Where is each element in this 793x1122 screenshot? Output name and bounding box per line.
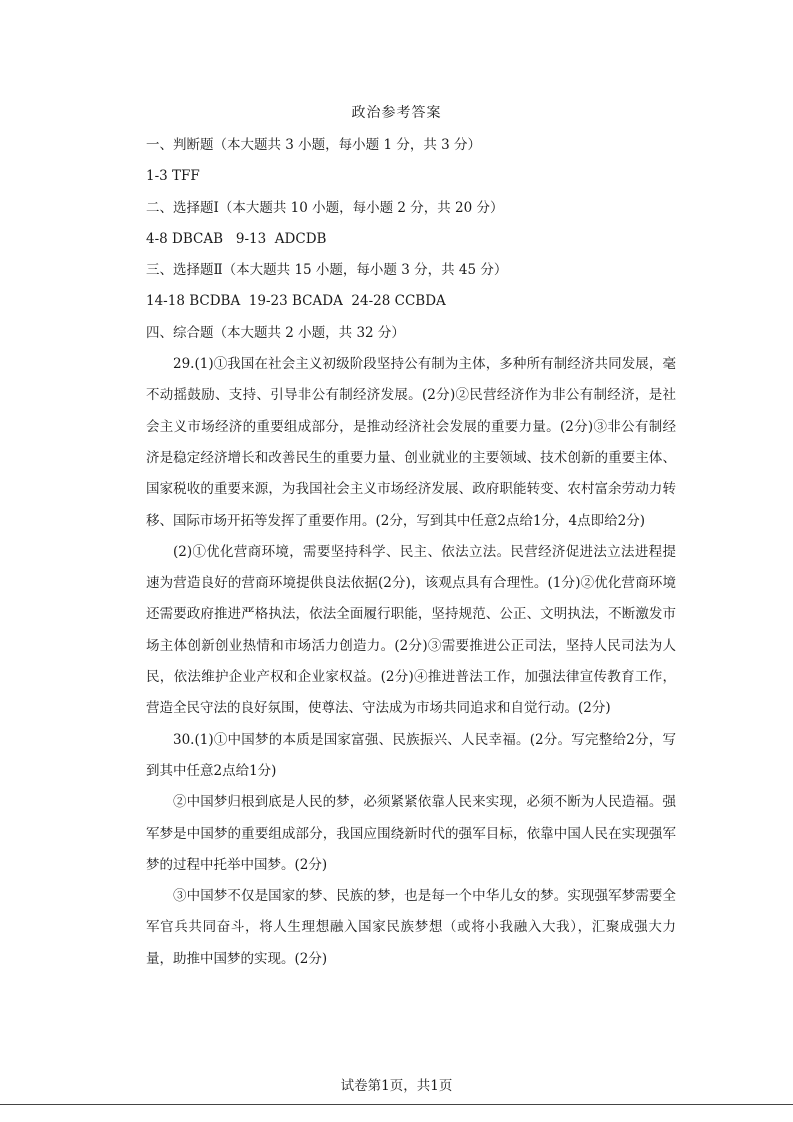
- question-29-part-2: (2)①优化营商环境，需要坚持科学、民主、依法立法。民营经济促进法立法进程提速为营造良好的营商环境提供良法依据(2分)，该观点具有合理性。(1分)②优化营商环境还需要政府推进严格执法，依法全面履行职能，坚持规范、公正、文明执法，不断激发市场主体创新创业热情和市场活力创造力。(2分)③需要推进公正司法，坚持人民司法为人民，依法维护企业产权和企业家权益。(2分)④推进普法工作，加强法律宣传教育工作，营造全民守法的良好氛围，使尊法、守法成为市场共同追求和自觉行动。(2分): [146, 543, 676, 717]
- question-30-part-1-point-2: ②中国梦归根到底是人民的梦，必须紧紧依靠人民来实现，必须不断为人民造福。强军梦是中国梦的重要组成部分，我国应围绕新时代的强军目标，依靠中国人民在实现强军梦的过程中托举中国梦。(2分): [146, 794, 676, 873]
- section-3-heading: 三、选择题Ⅱ（本大题共 15 小题，每小题 3 分，共 45 分）: [146, 262, 508, 279]
- section-2-heading: 二、选择题Ⅰ（本大题共 10 小题，每小题 2 分，共 20 分）: [146, 199, 504, 216]
- section-1-heading: 一、判断题（本大题共 3 小题，每小题 1 分，共 3 分）: [146, 137, 482, 153]
- section-2-answers: 4-8 DBCAB 9-13 ADCDB: [146, 230, 327, 247]
- question-30-part-1-point-3: ③中国梦不仅是国家的梦、民族的梦，也是每一个中华儿女的梦。实现强军梦需要全军官兵共同奋斗，将人生理想融入国家民族梦想（或将小我融入大我），汇聚成强大力量，助推中国梦的实现。(2分): [146, 888, 676, 967]
- question-30-part-1: 30.(1)①中国梦的本质是国家富强、民族振兴、人民幸福。(2分。写完整给2分，写到其中任意2点给1分): [146, 731, 676, 779]
- question-29-part-1: 29.(1)①我国在社会主义初级阶段坚持公有制为主体，多种所有制经济共同发展，毫不动摇鼓励、支持、引导非公有制经济发展。(2分)②民营经济作为非公有制经济，是社会主义市场经济的重要组成部分，是推动经济社会发展的重要力量。(2分)③非公有制经济是稳定经济增长和改善民生的重要力量、创业就业的主要领域、技术创新的重要主体、国家税收的重要来源，为我国社会主义市场经济发展、政府职能转变、农村富余劳动力转移、国际市场开拓等发挥了重要作用。(2分，写到其中任意2点给1分，4点即给2分): [146, 356, 676, 529]
- page-title: 政治参考答案: [351, 105, 442, 121]
- answer-content: [146, 130, 676, 975]
- section-3-answers: 14-18 BCDBA 19-23 BCADA 24-28 CCBDA: [146, 293, 446, 310]
- footer-divider: [0, 1104, 793, 1105]
- page-footer: 试卷第1页，共1页: [340, 1078, 453, 1094]
- section-1-answers: 1-3 TFF: [146, 168, 200, 185]
- section-4-heading: 四、综合题（本大题共 2 小题，共 32 分）: [146, 324, 405, 341]
